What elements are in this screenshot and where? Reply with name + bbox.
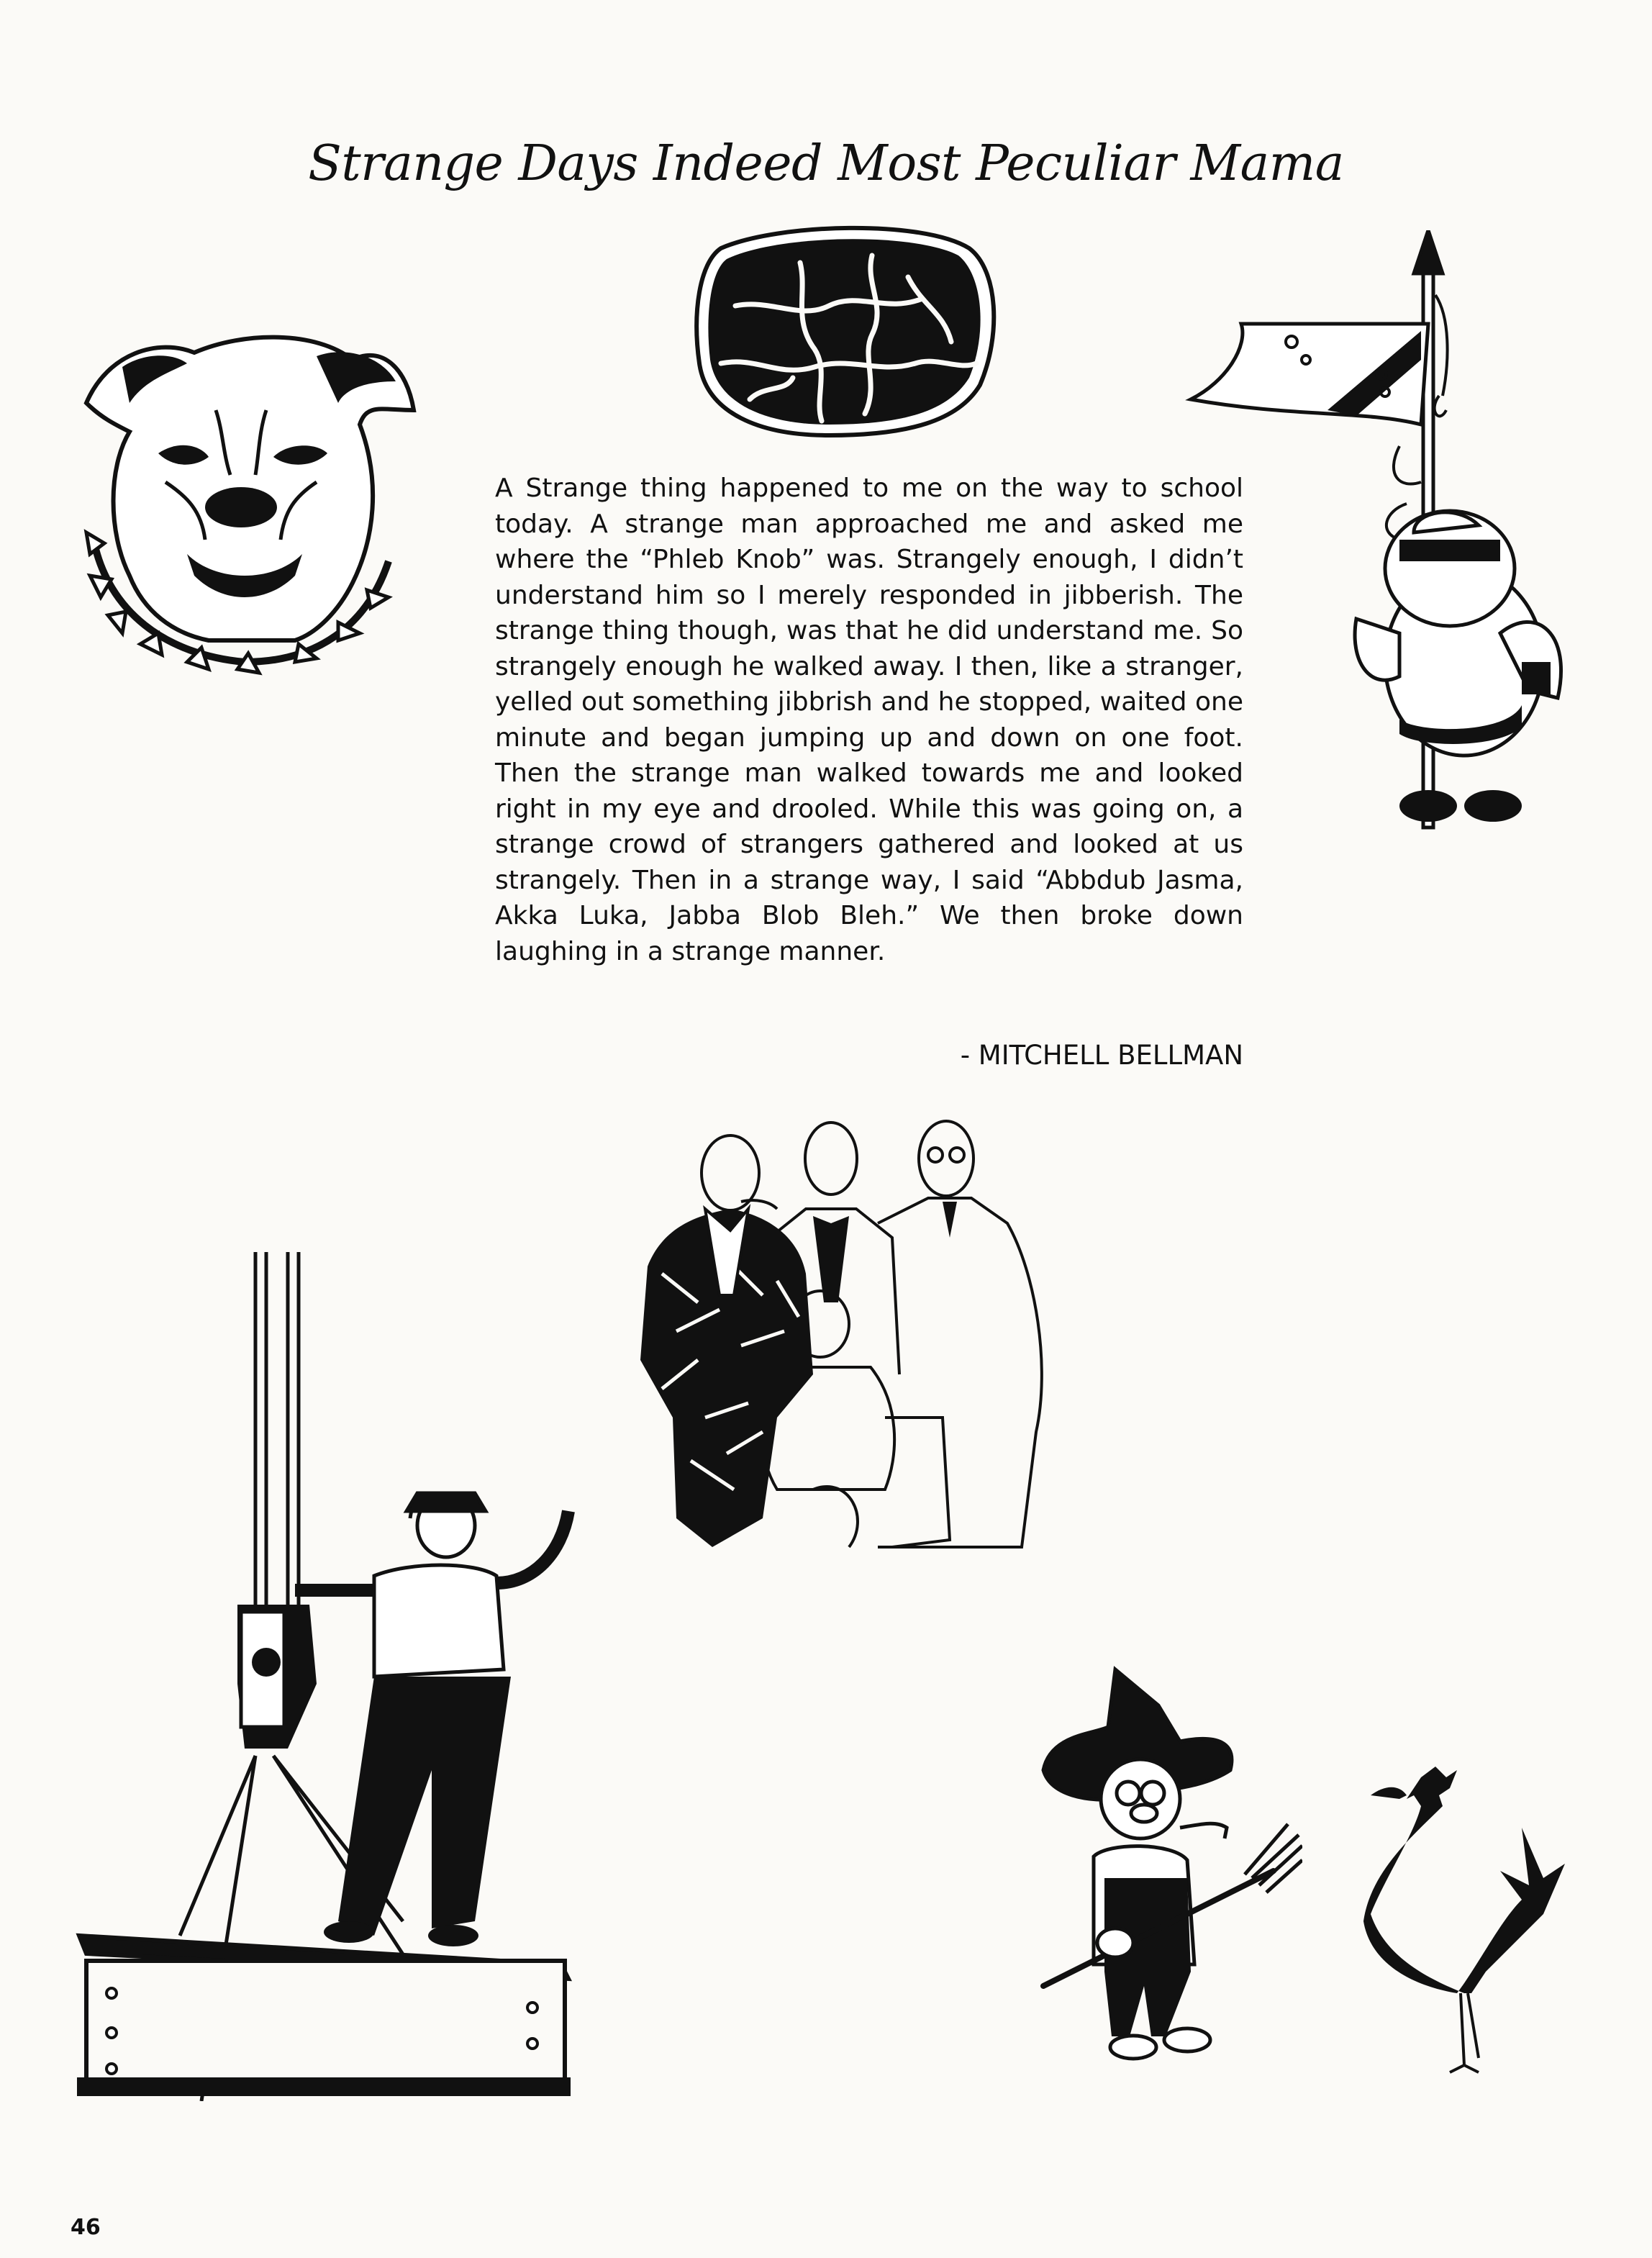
family-portrait-illustration [633, 1115, 1079, 1590]
page-number: 46 [71, 2215, 101, 2240]
bulldog-illustration [79, 324, 417, 691]
ham-slice-illustration [692, 219, 1003, 443]
page-title: Strange Days Indeed Most Peculiar Mama [308, 135, 1344, 192]
farmer-illustration [1036, 1662, 1302, 2065]
author-byline: - MITCHELL BELLMAN [960, 1040, 1243, 1071]
pennant-character-illustration [1184, 230, 1594, 835]
rooster-illustration [1356, 1756, 1572, 2080]
ironworker-illustration [72, 1252, 576, 2101]
story-text: A Strange thing happened to me on the way to school today. A strange man approached me and asked me where the “Phleb Knob” was. Strangely enough, I didn’t understand him so I merely responded in jibberish. The strange thing though, was that he did understand me. So strangely enough he walked away. I then, like a stranger, yelled out something jibbrish and he stopped, waited one minute and began jumping up and down on one foot. Then the strange man walked towards me and looked right in my eye and drooled. While this was going on, a strange crowd of strangers gathered and looked at us strangely. Then in a strange way, I said “Abbdub Jasma, Akka Luka, Jabba Blob Bleh.” We then broke down laughing in a strange manner. [495, 473, 1243, 966]
